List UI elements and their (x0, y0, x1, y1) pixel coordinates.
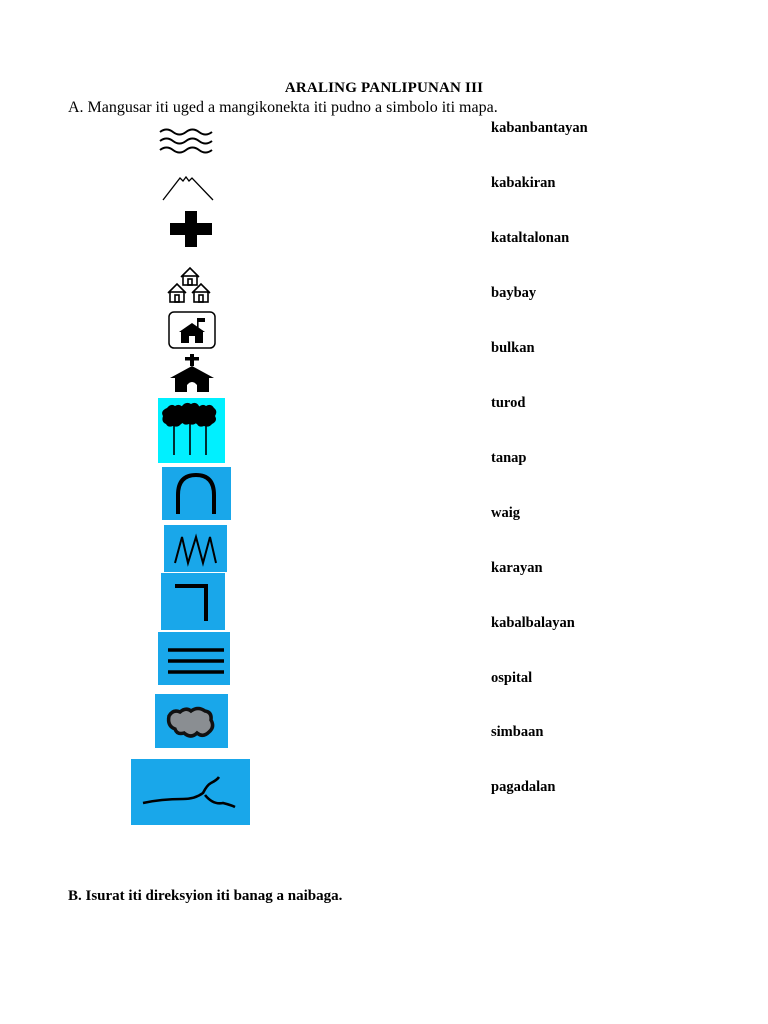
church-icon (168, 354, 216, 394)
island-icon (155, 694, 228, 748)
parallel-lines-icon (158, 632, 230, 685)
river-branch-icon (131, 759, 250, 825)
word-tanap: tanap (491, 450, 527, 466)
cross-icon (170, 211, 212, 247)
word-kabakiran: kabakiran (491, 175, 556, 191)
word-kabanbantayan: kabanbantayan (491, 120, 588, 136)
word-karayan: karayan (491, 560, 543, 576)
word-ospital: ospital (491, 670, 533, 686)
word-kataltalonan: kataltalonan (491, 230, 570, 246)
word-baybay: baybay (491, 285, 537, 301)
word-waig: waig (491, 505, 520, 521)
word-pagadalan: pagadalan (491, 779, 556, 795)
page-title: ARALING PANLIPUNAN III (284, 80, 484, 96)
waves-icon (158, 125, 216, 157)
corner-line-icon (161, 573, 225, 630)
word-simbaan: simbaan (491, 724, 544, 740)
section-b-instruction: B. Isurat iti direksyion iti banag a naibaga. (68, 888, 343, 904)
arch-icon (162, 467, 231, 520)
school-icon (168, 311, 216, 349)
word-turod: turod (491, 395, 526, 411)
houses-icon (167, 265, 213, 303)
word-bulkan: bulkan (491, 340, 535, 356)
section-a-instruction: A. Mangusar iti uged a mangikonekta iti pudno a simbolo iti mapa. (68, 99, 498, 116)
mountain-peak-icon (162, 172, 214, 202)
word-kabalbalayan: kabalbalayan (491, 615, 575, 631)
zigzag-icon (164, 525, 227, 572)
trees-icon (158, 398, 225, 463)
